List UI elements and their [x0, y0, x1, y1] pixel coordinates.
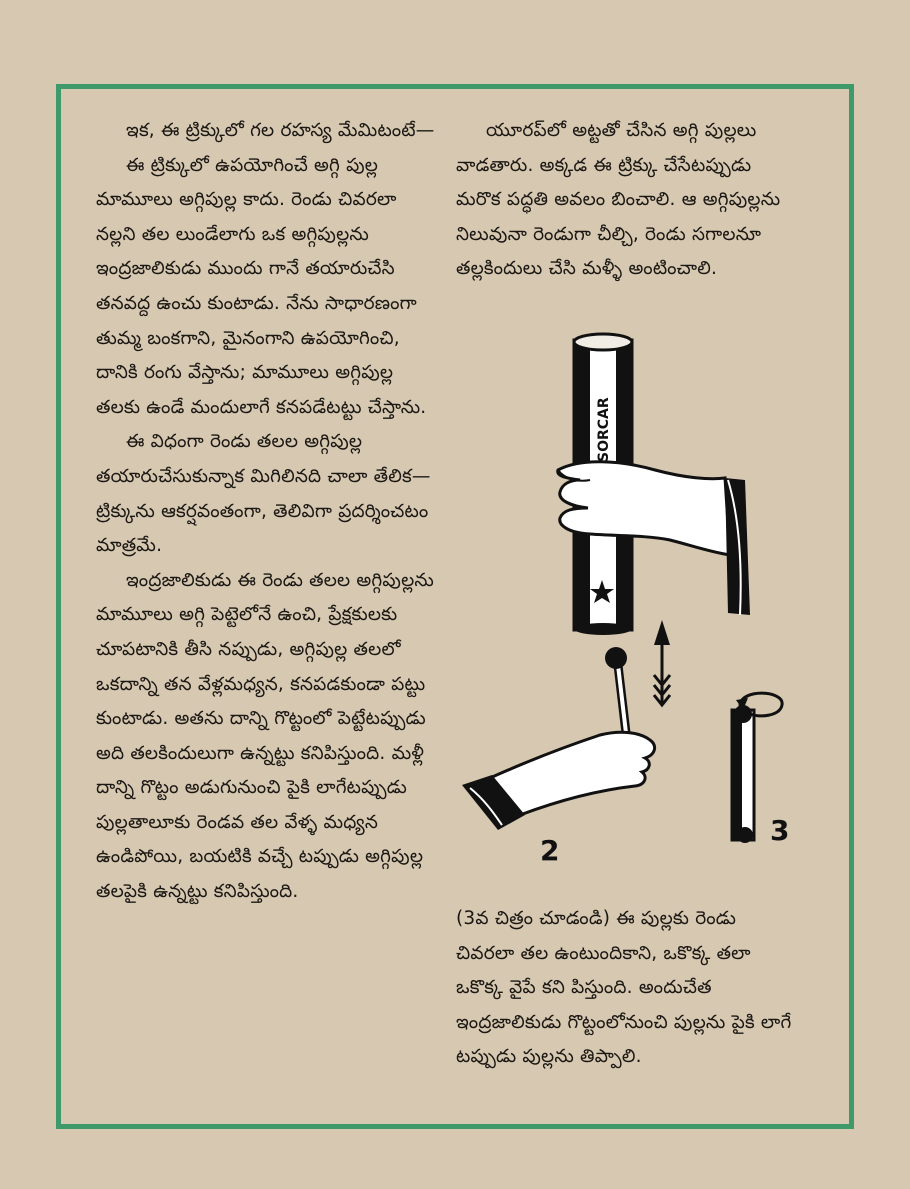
paragraph-1: ఇక, ఈ ట్రిక్కులో గల రహస్య మేమిటంటే—	[126, 120, 435, 141]
paragraph-5: యూరప్‌లో అట్టతో చేసిన అగ్గి పుల్లలు వాడతారు. అక్కడ ఈ ట్రిక్కు చేసేటప్పుడు మరొక పద్ధతి అవలం బించాలి. ఆ అగ్గిపుల్లను నిలువునా రెండుగా చీల్చి, రెండు సగాలనూ తల్లకిందులు చేసి మళ్ళీ అంటించాలి.	[456, 120, 781, 280]
right-text-bottom	[456, 902, 792, 1075]
left-text-column	[96, 114, 440, 910]
tube-label: SORCAR	[596, 397, 612, 462]
paragraph-4: ఇంద్రజాలికుడు ఈ రెండు తలల అగ్గిపుల్లను మామూలు అగ్గి పెట్టెలోనే ఉంచి, ప్రేక్షకులకు చూపటానికి తీసి నప్పుడు, అగ్గిపుల్ల తలలో ఒకదాన్ని తన వేళ్లమధ్యన, కనపడకుండా పట్టు కుంటాడు. అతను దాన్ని గొట్టంలో పెట్టేటప్పుడు అది తలకిందులుగా ఉన్నట్టు కనిపిస్తుంది. మళ్లీ దాన్ని గొట్టం అడుగునుంచి పైకి లాగేటప్పుడు పుల్లతాలూకు రెండవ తల వేళ్ళ మధ్యన ఉండిపోయి, బయటికి వచ్చే టప్పుడు అగ్గిపుల్ల తలపైకి ఉన్నట్టు కనిపిస్తుంది.	[96, 569, 434, 903]
lower-hand	[462, 732, 655, 830]
figure-2-label: 2	[540, 834, 560, 865]
paragraph-2: ఈ ట్రిక్కులో ఉపయోగించే అగ్గి పుల్ల మామూలు అగ్గిపుల్ల కాదు. రెండు చివరలా నల్లని తల లుండేలాగు ఒక అగ్గిపుల్లను ఇంద్రజాలికుడు ముందు గానే తయారుచేసి తనవద్ద ఉంచు కుంటాడు. నేను సాధారణంగా తుమ్మ బంకగాని, మైనంగాని ఉపయోగించి, దానికి రంగు వేస్తాను; మామూలు అగ్గిపుల్ల తలకు ఉండే మందులాగే కనపడేటట్టు చేస్తాను.	[96, 154, 427, 418]
paragraph-3: ఈ విధంగా రెండు తలల అగ్గిపుల్ల తయారుచేసుకున్నాక మిగిలినది చాలా తేలిక—ట్రిక్కును ఆకర్షవంతంగా, తెలివిగా ప్రదర్శించటం మాత్రమే.	[96, 431, 431, 557]
right-text-top	[456, 114, 792, 287]
magic-trick-illustration	[440, 330, 810, 865]
up-arrow-icon	[654, 620, 670, 705]
figure-3-label: 3	[770, 814, 790, 847]
paragraph-6: (3వ చిత్రం చూడండి) ఈ పుల్లకు రెండు చివరలా తల ఉంటుందికాని, ఒకొక్క తలా ఒకొక్క వైపే కని పిస్తుంది. అందుచేత ఇంద్రజాలికుడు గొట్టంలోనుంచి పుల్లను పైకి లాగే టప్పుడు పుల్లను తిప్పాలి.	[456, 908, 792, 1068]
